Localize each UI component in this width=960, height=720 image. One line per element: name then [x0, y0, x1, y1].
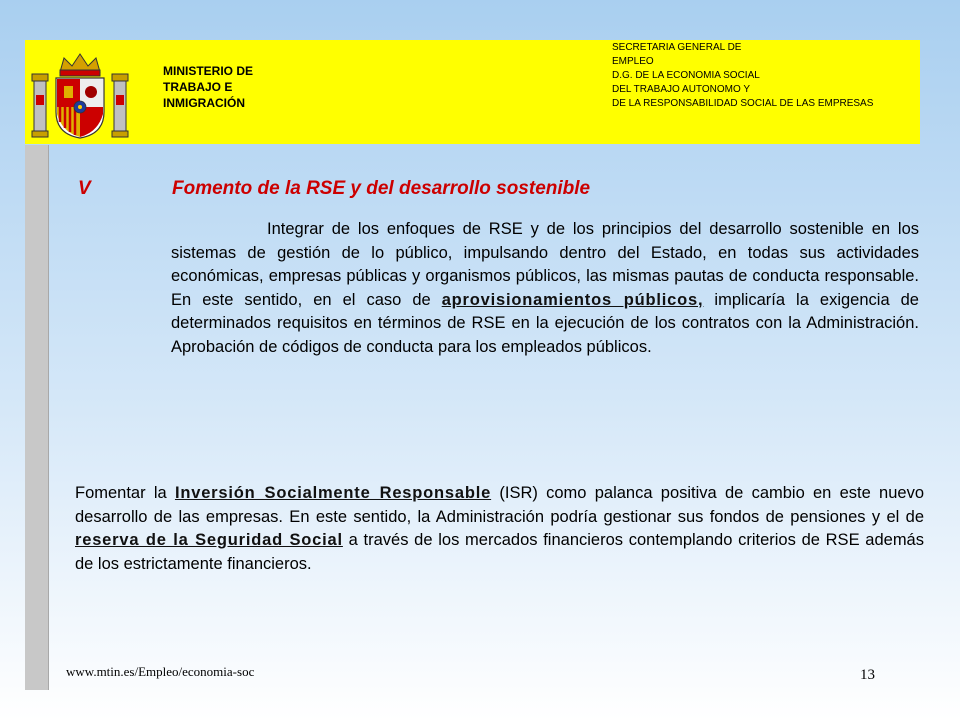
ministry-name — [163, 63, 313, 111]
secretaria-general — [612, 41, 960, 111]
paragraph-text: implicaría la exigencia de determinados requisitos en términos de RSE en la ejecución de los contratos con la Administración. Aprobación de códigos de conducta para los empleados públicos. — [171, 290, 919, 356]
coat-of-arms-icon — [30, 50, 130, 140]
isr-link[interactable]: Inversión Socialmente Responsable — [174, 484, 492, 502]
procurement-link[interactable]: aprovisionamientos públicos, — [441, 290, 704, 309]
ministry-line: INMIGRACIÓN — [163, 96, 245, 110]
social-security-reserve-link[interactable]: reserva de la Seguridad Social — [75, 531, 343, 549]
secretaria-line: D.G. DE LA ECONOMIA SOCIAL — [612, 70, 760, 81]
paragraph-text: Fomentar la — [75, 484, 175, 502]
left-side-bar — [25, 145, 48, 690]
paragraph-isr — [75, 482, 924, 576]
ministry-line: MINISTERIO DE — [163, 64, 254, 78]
left-side-bar-shadow — [48, 145, 49, 690]
secretaria-line: DE LA RESPONSABILIDAD SOCIAL DE LAS EMPRESAS — [612, 98, 874, 109]
paragraph-text: (ISR) como palanca positiva de cambio en este nuevo desarrollo de las empresas. En este sentido, la Administración podría gestionar sus fondos de pensiones y el de — [75, 484, 925, 526]
paragraph-text: Integrar de los enfoques de RSE y de los principios del desarrollo sostenible en los sistemas de gestión de lo público, impulsando dentro del Estado, en todas sus actividades económicas, empresas públicas y organismos públicos, las mismas pautas de conducta responsable. En este sentido, en el caso de — [171, 220, 919, 309]
paragraph-public-management — [171, 218, 919, 359]
secretaria-line: EMPLEO — [612, 56, 654, 67]
paragraph-text: a través de los mercados financieros contemplando criterios de RSE además de los estrictamente financieros. — [75, 531, 924, 573]
section-number: V — [78, 178, 91, 199]
footer-url[interactable]: www.mtin.es/Empleo/economia-soc — [66, 664, 255, 679]
secretaria-line: SECRETARIA GENERAL DE — [612, 42, 742, 53]
section-title: Fomento de la RSE y del desarrollo sostenible — [172, 178, 591, 199]
ministry-line: TRABAJO E — [163, 80, 233, 94]
secretaria-line: DEL TRABAJO AUTONOMO Y — [612, 84, 750, 95]
page-number: 13 — [860, 667, 875, 683]
